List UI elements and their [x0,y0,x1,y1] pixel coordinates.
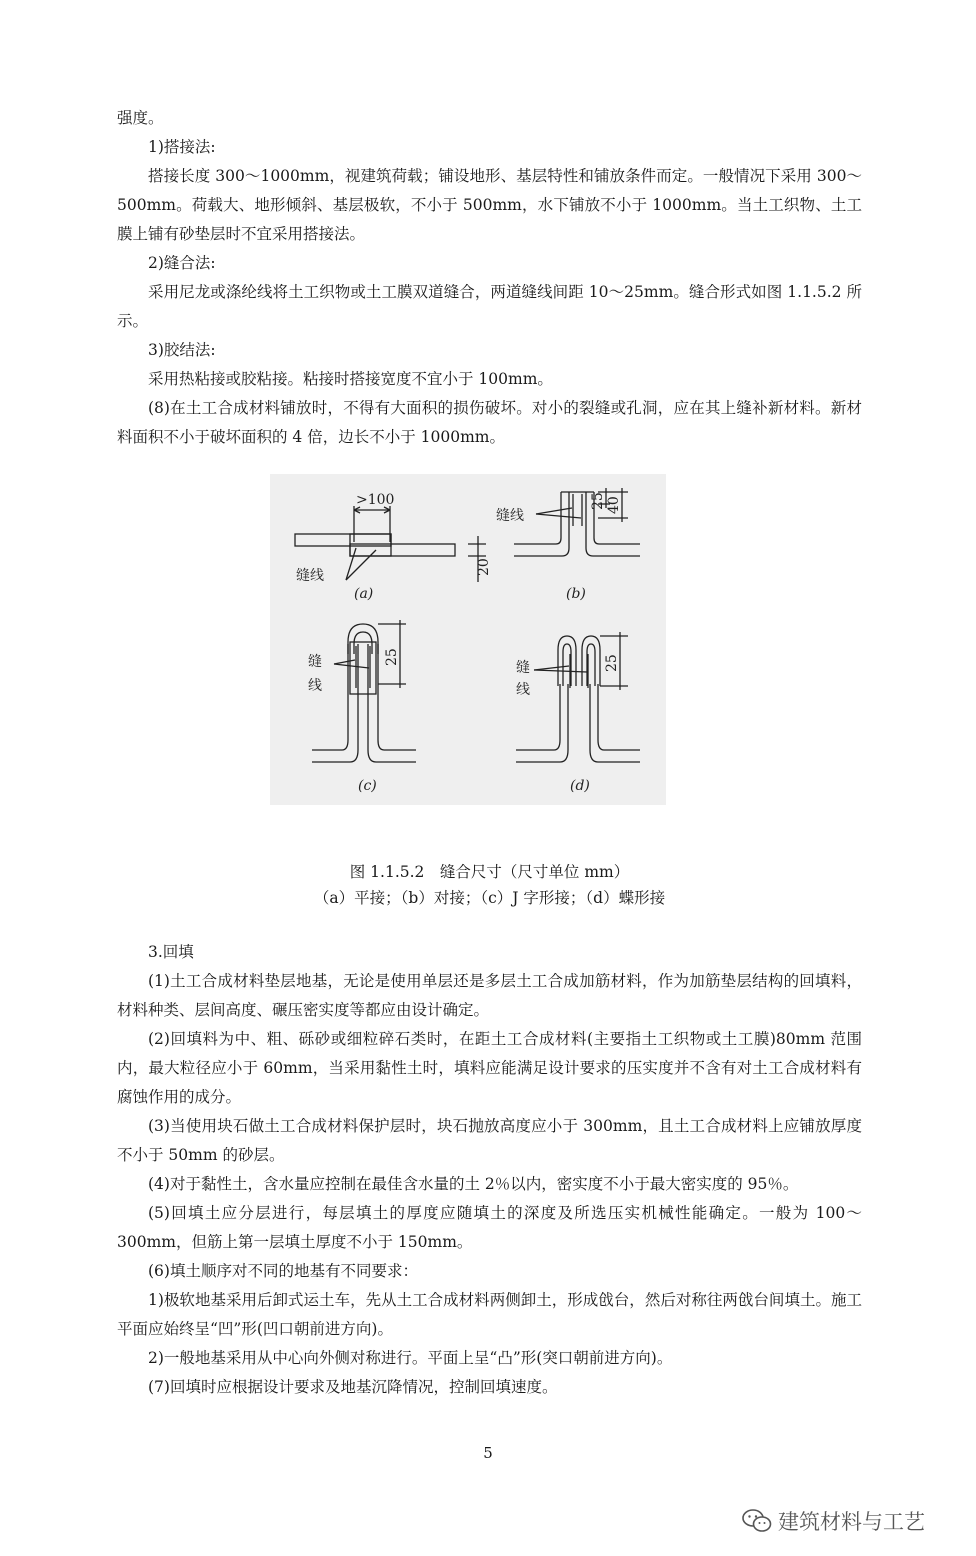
figure-caption-subtitle: （a）平接；（b）对接；（c）J 字形接；（d）蝶形接 [313,889,666,907]
paragraph: (8)在土工合成材料铺放时，不得有大面积的损伤破坏。对小的裂缝或孔洞，应在其上缝补新材料。新材料面积不小于破坏面积的 4 倍，边长不小于 1000mm。 [117,399,862,446]
text-block-bottom [117,938,862,1402]
dim-label-b-inner: 25 [590,492,606,510]
paragraph: (6)填土顺序对不同的地基有不同要求： [148,1262,418,1280]
page-number: 5 [483,1444,493,1462]
seam-label-a: 缝线 [296,568,324,584]
leader-c-2 [334,664,369,668]
paragraph: (5)回填土应分层进行，每层填土的厚度应随填土的深度及所选压实机械性能确定。一般为 100～300mm，但筋上第一层填土厚度不小于 150mm。 [117,1204,862,1251]
seam-label-d-2: 线 [516,682,530,698]
seam-label-b: 缝线 [496,508,524,524]
paragraph: (7)回填时应根据设计要求及地基沉降情况，控制回填速度。 [148,1378,558,1396]
subfig-label-a: (a) [354,586,374,602]
figure-seam-dimensions [270,474,666,805]
paragraph: 采用尼龙或涤纶线将土工织物或土工膜双道缝合，两道缝线间距 10～25mm。缝合形式如图 1.1.5.2 所示。 [117,283,862,330]
dim-label-a-overlap: >100 [356,492,395,508]
paragraph: (4)对于黏性土，含水量应控制在最佳含水量的土 2％以内，密实度不小于最大密实度的 95％。 [148,1175,799,1193]
watermark [742,1503,925,1539]
paragraph: 3.回填 [148,943,194,961]
watermark-text: 建筑材料与工艺 [778,1510,925,1534]
paragraph: 2)一般地基采用从中心向外侧对称进行。平面上呈“凸”形(突口朝前进方向)。 [148,1349,673,1367]
seam-label-c-2: 线 [308,678,322,694]
leader-d-1 [534,666,569,670]
leader-b-1 [536,508,572,514]
figure-drawing [270,474,666,805]
paragraph: 2)缝合法: [148,254,216,272]
leader-c-1 [334,660,355,664]
paragraph: 采用热粘接或胶粘接。粘接时搭接宽度不宜小于 100mm。 [148,370,553,388]
subfig-label-b: (b) [566,586,586,602]
j-loop-inner [354,632,372,654]
seam-label-d-1: 缝 [516,660,530,676]
paragraph: 搭接长度 300～1000mm，视建筑荷载；铺设地形、基层特性和铺放条件而定。一般情况下采用 300～500mm。荷载大、地形倾斜、基层极软，不小于 500mm，水下铺放不小于 1000mm。当土工织物、土工膜上铺有砂垫层时不宜采用搭接法。 [117,167,862,243]
text-block-top [117,104,862,452]
subfig-label-d: (d) [570,778,590,794]
paragraph: (2)回填料为中、粗、砾砂或细粒碎石类时，在距土工合成材料(主要指土工织物或土工膜)80mm 范围内，最大粒径应小于 60mm，当采用黏性土时，填料应能满足设计要求的压实度并不含有对土工合成材料有腐蚀作用的成分。 [117,1030,862,1106]
paragraph: (3)当使用块石做土工合成材料保护层时，块石抛放高度应小于 300mm，且土工合成材料上应铺放厚度不小于 50mm 的砂层。 [117,1117,862,1164]
leader-d-2 [534,670,587,672]
figure-caption-title: 图 1.1.5.2 缝合尺寸（尺寸单位 mm） [349,863,630,881]
seam-label-c-1: 缝 [308,654,322,670]
paragraph: 3)胶结法: [148,341,216,359]
leader-b-2 [536,514,581,518]
dim-label-c: 25 [384,648,400,666]
overlap-a [350,534,391,556]
paragraph: 1)搭接法: [148,138,216,156]
paragraph: 1)极软地基采用后卸式运土车，先从土工合成材料两侧卸土，形成戗台，然后对称往两戗台间填土。施工平面应始终呈“凹”形(凹口朝前进方向)。 [117,1291,862,1338]
dim-label-b-outer: 40 [606,496,622,514]
dim-label-d: 25 [604,654,620,672]
paragraph: (1)土工合成材料垫层地基，无论是使用单层还是多层土工合成加筋材料，作为加筋垫层结构的回填料，材料种类、层间高度、碾压密实度等都应由设计确定。 [117,972,862,1019]
j-loop-outer [348,624,378,654]
dim-label-a-thickness: 20 [476,558,492,576]
wechat-icon [742,1508,772,1534]
subfig-label-c: (c) [358,778,377,794]
paragraph: 强度。 [117,109,164,127]
